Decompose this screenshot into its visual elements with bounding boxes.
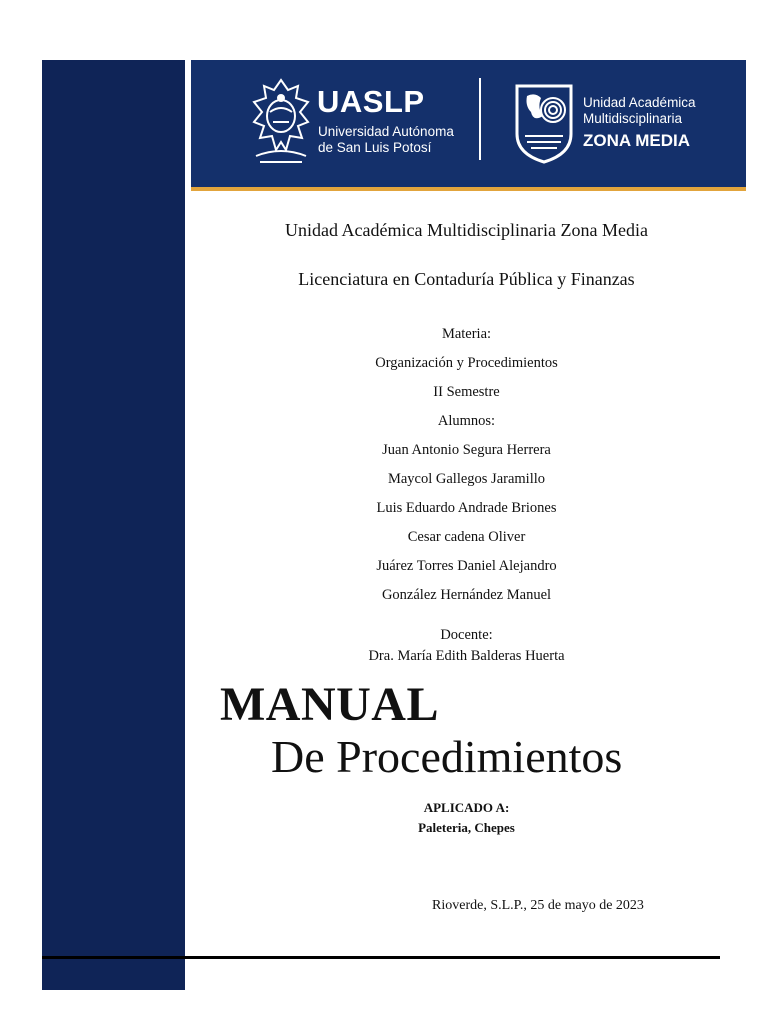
document-title-line-2: De Procedimientos bbox=[271, 731, 623, 782]
unit-heading: Unidad Académica Multidisciplinaria Zona Media bbox=[285, 220, 648, 240]
place-and-date: Rioverde, S.L.P., 25 de mayo de 2023 bbox=[432, 898, 644, 913]
company-name: Paleteria, Chepes bbox=[418, 820, 515, 835]
header-banner bbox=[191, 60, 746, 187]
left-sidebar-band bbox=[42, 60, 185, 990]
footer-rule bbox=[42, 956, 720, 959]
student-name: González Hernández Manuel bbox=[381, 587, 552, 603]
semestre: II Semestre bbox=[433, 384, 500, 400]
zona-media-line-3: ZONA MEDIA bbox=[583, 131, 691, 150]
uaslp-seal-icon bbox=[246, 76, 316, 164]
materia-value: Organización y Procedimientos bbox=[375, 355, 558, 371]
student-name: Juárez Torres Daniel Alejandro bbox=[376, 558, 557, 574]
document-title-line-1: MANUAL bbox=[220, 678, 439, 731]
course-info-block bbox=[185, 320, 748, 610]
alumnos-label: Alumnos: bbox=[437, 413, 496, 429]
applied-to-label: APLICADO A: bbox=[423, 800, 510, 815]
zona-media-line-1: Unidad Académica bbox=[583, 95, 696, 110]
docente-name: Dra. María Edith Balderas Huerta bbox=[368, 648, 565, 664]
docente-label: Docente: bbox=[440, 627, 493, 643]
uaslp-full-name bbox=[318, 124, 454, 156]
student-name: Cesar cadena Oliver bbox=[407, 529, 526, 545]
uaslp-abbreviation: UASLP bbox=[317, 84, 425, 119]
zona-media-line-2: Multidisciplinaria bbox=[583, 111, 683, 126]
degree-heading: Licenciatura en Contaduría Pública y Finanzas bbox=[298, 269, 635, 289]
materia-label: Materia: bbox=[441, 326, 492, 342]
student-name: Maycol Gallegos Jaramillo bbox=[387, 471, 546, 487]
student-name: Juan Antonio Segura Herrera bbox=[382, 442, 551, 458]
uaslp-name-line-1: Universidad Autónoma bbox=[318, 124, 454, 139]
logo-divider bbox=[479, 78, 481, 160]
student-name: Luis Eduardo Andrade Briones bbox=[376, 500, 557, 516]
header-accent-line bbox=[191, 187, 746, 191]
uaslp-name-line-2: de San Luis Potosí bbox=[318, 140, 432, 155]
zona-media-shield-icon bbox=[513, 82, 575, 164]
